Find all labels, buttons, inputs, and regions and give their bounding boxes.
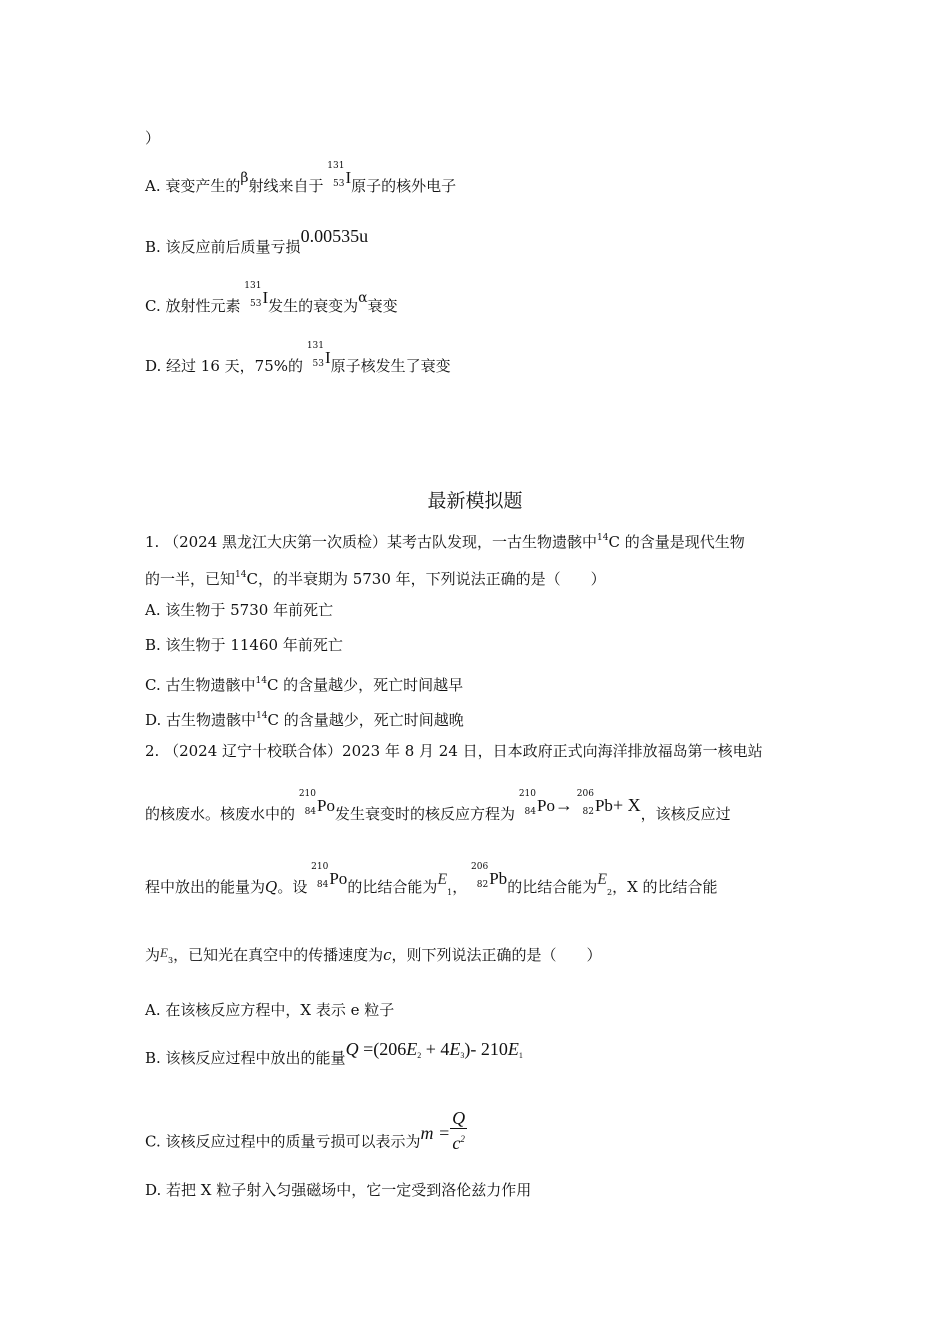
po-210-isotope: 210 84 Po <box>298 789 335 817</box>
q2-option-c: C. 该核反应过程中的质量亏损可以表示为m = $\frac{Q}{c^2}$ <box>145 1108 466 1153</box>
q2-option-d: D. 若把 X 粒子射入匀强磁场中，它一定受到洛伦兹力作用 <box>145 1181 532 1199</box>
q1-option-a: A. 该生物于 5730 年前死亡 <box>145 601 334 619</box>
alpha-symbol: α <box>358 290 368 306</box>
q2-option-a: A. 在该核反应方程中，X 表示 e 粒子 <box>145 1001 395 1019</box>
mass-defect-fraction: $\frac{Q}{c^2}$ <box>452 1108 466 1153</box>
iodine-131-isotope: 131 53 I <box>327 161 352 189</box>
po-210-isotope: 210 84 Po <box>311 862 348 890</box>
q2-line-2: 的核废水。核废水中的 210 84 Po发生衰变时的核反应方程为 210 84 Po→ 206 82 Pb+ X，该核反应过 <box>145 789 731 823</box>
q1-line-1: 1. （2024 黑龙江大庆第一次质检）某考古队发现，一古生物遗骸中$^{14}$C 的含量是现代生物 <box>145 533 745 551</box>
q2-line-1: 2. （2024 辽宁十校联合体）2023 年 8 月 24 日，日本政府正式向海洋排放福岛第一核电站 <box>145 742 763 760</box>
pb-206-isotope: 206 82 Pb <box>576 789 613 817</box>
q2-line-4: 为$E_3$，已知光在真空中的传播速度为c，则下列说法正确的是（ ） <box>145 945 602 965</box>
q2-option-b: B. 该核反应过程中放出的能量Q =(206E2 + 4E3)- 210E1 <box>145 1039 523 1067</box>
paren-close: ） <box>145 129 161 147</box>
beta-symbol: β <box>240 170 249 186</box>
prev-option-d: D. 经过 16 天，75%的 131 53 I原子核发生了衰变 <box>145 341 451 375</box>
q1-option-c: C. 古生物遗骸中$^{14}$C 的含量越少，死亡时间越早 <box>145 676 464 694</box>
q2-line-3: 程中放出的能量为Q。设 210 84 Po的比结合能为$E_1$， 206 82 Pb的比结合能为$E_2$，X 的比结合能 <box>145 862 718 897</box>
prev-option-b: B. 该反应前后质量亏损0.00535u <box>145 226 369 256</box>
iodine-131-isotope: 131 53 I <box>306 341 331 369</box>
section-title: 最新模拟题 <box>427 490 523 512</box>
q1-option-b: B. 该生物于 11460 年前死亡 <box>145 636 343 654</box>
q1-option-d: D. 古生物遗骸中$^{14}$C 的含量越少，死亡时间越晚 <box>145 711 464 729</box>
mass-defect-value: 0.00535u <box>300 226 369 246</box>
q1-line-2: 的一半，已知$^{14}$C，的半衰期为 5730 年，下列说法正确的是（ ） <box>145 570 606 588</box>
energy-equation: Q =(206E2 + 4E3)- 210E1 <box>345 1039 523 1060</box>
prev-option-c: C. 放射性元素 131 53 I发生的衰变为α衰变 <box>145 281 398 315</box>
iodine-131-isotope: 131 53 I <box>244 281 269 309</box>
prev-option-a: A. 衰变产生的β射线来自于 131 53 I原子的核外电子 <box>145 161 457 195</box>
pb-206-isotope: 206 82 Pb <box>471 862 508 890</box>
arrow-symbol: → <box>554 795 573 815</box>
po-210-isotope: 210 84 Po <box>518 789 555 817</box>
